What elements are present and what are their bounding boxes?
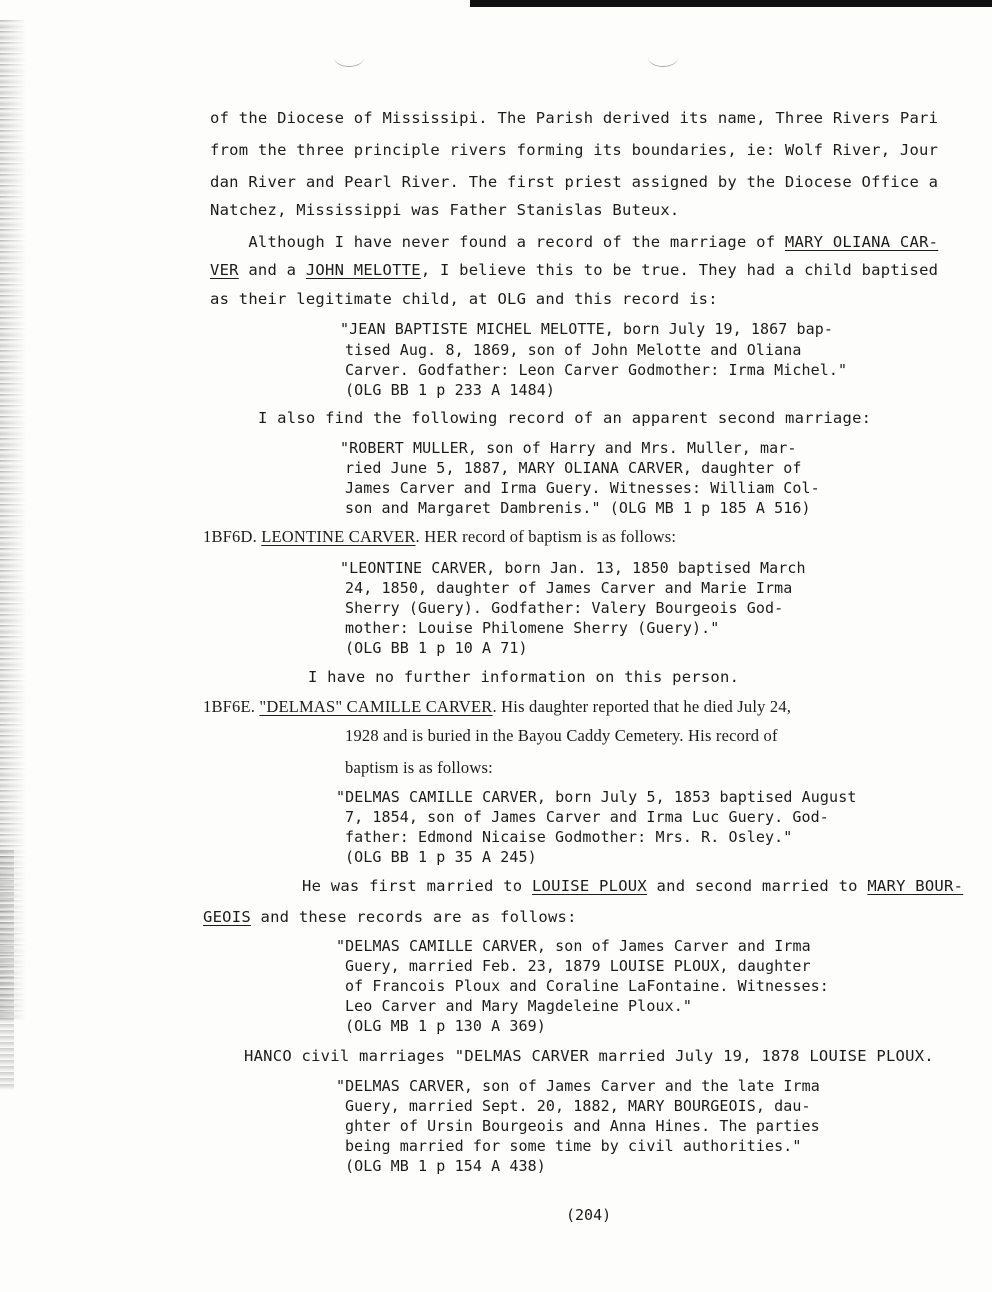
para4-text: He was first married to xyxy=(302,877,532,895)
para1-line-2 xyxy=(210,260,938,280)
entry-1bf6e-line-3: baptism is as follows: xyxy=(345,758,493,777)
para4-text: and second married to xyxy=(646,877,868,895)
entry-text: . HER record of baptism is as follows: xyxy=(415,527,677,546)
para1-text: Although I have never found a record of the marriage of xyxy=(210,233,785,251)
quote-line: "ROBERT MULLER, son of Harry and Mrs. Muller, mar- xyxy=(340,439,797,457)
quote-line: mother: Louise Philomene Sherry (Guery)." xyxy=(345,619,720,637)
quote-line: being married for some time by civil authorities." xyxy=(345,1137,802,1155)
top-edge-rule xyxy=(470,0,992,7)
quote-line: Sherry (Guery). Godfather: Valery Bourgeois God- xyxy=(345,599,784,617)
scan-mark-left xyxy=(334,48,364,67)
entry-1bf6e-heading xyxy=(203,697,791,717)
para3-line-1: I have no further information on this person. xyxy=(308,668,740,686)
quote-line: son and Margaret Dambrenis." (OLG MB 1 p 185 A 516) xyxy=(345,499,811,517)
quote-line: ghter of Ursin Bourgeois and Anna Hines. The parties xyxy=(345,1117,820,1135)
name-john-melotte: JOHN MELOTTE xyxy=(305,261,421,279)
entry-id: 1BF6D. xyxy=(203,527,262,546)
quote-line: Leo Carver and Mary Magdeleine Ploux." xyxy=(345,997,692,1015)
entry-1bf6e-line-2: 1928 and is buried in the Bayou Caddy Cemetery. His record of xyxy=(345,726,778,745)
quote-line: of Francois Ploux and Coraline LaFontaine. Witnesses: xyxy=(345,977,829,995)
quote-citation: (OLG MB 1 p 130 A 369) xyxy=(345,1017,546,1035)
para5-line-1: HANCO civil marriages "DELMAS CARVER married July 19, 1878 LOUISE PLOUX. xyxy=(244,1047,934,1065)
entry-id: 1BF6E. xyxy=(203,697,260,716)
para4-line-1 xyxy=(302,876,963,896)
quote-line: ried June 5, 1887, MARY OLIANA CARVER, daughter of xyxy=(345,459,802,477)
para1-text: , I believe this to be true. They had a child baptised xyxy=(420,261,939,279)
name-delmas-camille-carver: "DELMAS" CAMILLE CARVER xyxy=(259,697,493,716)
quote-citation: (OLG BB 1 p 35 A 245) xyxy=(345,848,537,866)
quote-line: Guery, married Sept. 20, 1882, MARY BOURGEOIS, dau- xyxy=(345,1097,811,1115)
quote-line: 24, 1850, daughter of James Carver and Marie Irma xyxy=(345,579,793,597)
para4-line-2 xyxy=(203,907,577,927)
para1-line-1 xyxy=(210,232,938,252)
quote-line: 7, 1854, son of James Carver and Irma Luc Guery. God- xyxy=(345,808,829,826)
entry-text: . His daughter reported that he died July 24, xyxy=(492,697,792,716)
name-mary-bourgeois: MARY BOUR- xyxy=(867,877,964,895)
page-number: (204) xyxy=(566,1206,612,1224)
para4-text: and these records are as follows: xyxy=(250,908,577,926)
name-leontine-carver: LEONTINE CARVER xyxy=(261,527,416,546)
quote-citation: (OLG BB 1 p 233 A 1484) xyxy=(345,381,556,399)
name-mary-bourgeois-cont: GEOIS xyxy=(203,908,251,926)
name-mary-oliana-carver-cont: VER xyxy=(210,261,239,279)
name-louise-ploux: LOUISE PLOUX xyxy=(531,877,647,895)
quote-line: tised Aug. 8, 1869, son of John Melotte and Oliana xyxy=(345,341,802,359)
quote-line: "LEONTINE CARVER, born Jan. 13, 1850 baptised March xyxy=(340,559,806,577)
entry-1bf6d-heading xyxy=(203,527,676,547)
quote-citation: (OLG BB 1 p 10 A 71) xyxy=(345,639,528,657)
para2-line-1: I also find the following record of an apparent second marriage: xyxy=(258,409,872,427)
intro-line-1: of the Diocese of Mississipi. The Parish derived its name, Three Rivers Pari xyxy=(210,109,939,127)
quote-line: Carver. Godfather: Leon Carver Godmother: Irma Michel." xyxy=(345,361,848,379)
quote-line: "JEAN BAPTISTE MICHEL MELOTTE, born July 19, 1867 bap- xyxy=(340,320,834,338)
quote-line: James Carver and Irma Guery. Witnesses: William Col- xyxy=(345,479,820,497)
intro-line-4: Natchez, Mississippi was Father Stanislas Buteux. xyxy=(210,201,680,219)
scan-mark-right xyxy=(648,48,678,67)
quote-line: father: Edmond Nicaise Godmother: Mrs. R. Osley." xyxy=(345,828,793,846)
intro-line-2: from the three principle rivers forming its boundaries, ie: Wolf River, Jour xyxy=(210,141,939,159)
quote-line: "DELMAS CARVER, son of James Carver and the late Irma xyxy=(336,1077,820,1095)
para1-line-3: as their legitimate child, at OLG and this record is: xyxy=(210,290,718,308)
para1-text: and a xyxy=(238,261,306,279)
intro-line-3: dan River and Pearl River. The first priest assigned by the Diocese Office a xyxy=(210,173,939,191)
quote-line: Guery, married Feb. 23, 1879 LOUISE PLOUX, daughter xyxy=(345,957,811,975)
quote-citation: (OLG MB 1 p 154 A 438) xyxy=(345,1157,546,1175)
scan-edge-shadow-lower xyxy=(0,850,14,1090)
quote-line: "DELMAS CAMILLE CARVER, born July 5, 1853 baptised August xyxy=(336,788,857,806)
name-mary-oliana-carver: MARY OLIANA CAR- xyxy=(784,233,939,251)
quote-line: "DELMAS CAMILLE CARVER, son of James Carver and Irma xyxy=(336,937,811,955)
